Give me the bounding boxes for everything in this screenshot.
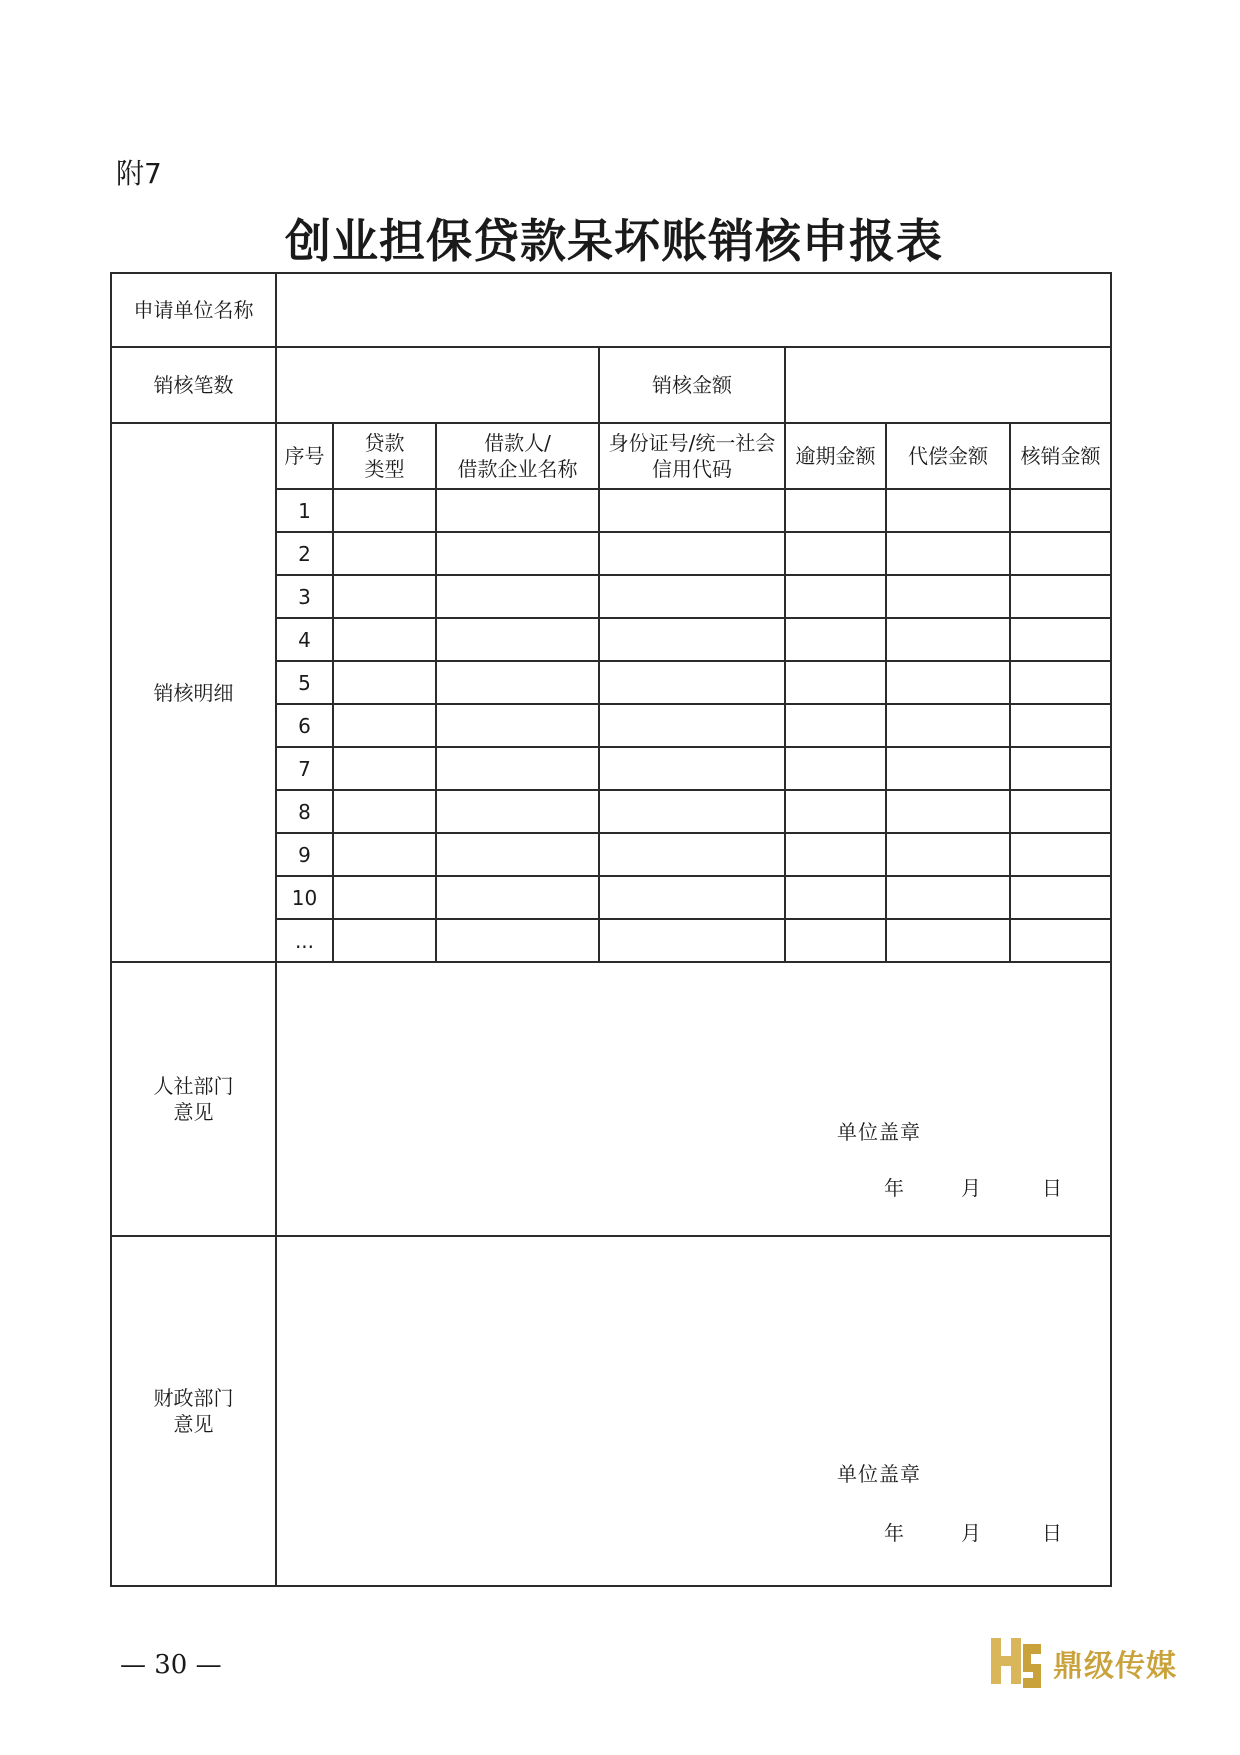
row-seq: 7 [276,747,333,790]
finance-opinion-input-cell[interactable] [276,1236,1111,1586]
detail-header-row [111,423,1111,489]
cell-loan-type[interactable] [333,704,436,747]
cell-borrower[interactable] [436,833,599,876]
cell-writeoff-amount[interactable] [1010,704,1111,747]
cell-borrower[interactable] [436,790,599,833]
cell-borrower[interactable] [436,618,599,661]
page-number: — 30 — [120,1650,222,1680]
cell-borrower[interactable] [436,532,599,575]
col-id-code-line2: 信用代码 [652,457,732,481]
cell-overdue-amount[interactable] [785,618,886,661]
cell-borrower[interactable] [436,661,599,704]
cell-id-code[interactable] [599,618,785,661]
cell-loan-type[interactable] [333,618,436,661]
row-seq: 2 [276,532,333,575]
cell-id-code[interactable] [599,704,785,747]
hr-opinion-label-line2: 意见 [173,1100,214,1124]
cell-compensation-amount[interactable] [886,704,1010,747]
col-loan-type-line1: 贷款 [364,431,405,455]
cell-loan-type[interactable] [333,489,436,532]
row-seq: 6 [276,704,333,747]
hr-opinion-row [111,962,1111,1236]
applicant-row [111,273,1111,347]
cell-borrower[interactable] [436,747,599,790]
row-seq: 9 [276,833,333,876]
col-compensation-amount: 代偿金额 [886,423,1010,489]
watermark-logo [985,1634,1177,1692]
hr-date-year: 年 [884,1176,904,1200]
cell-id-code[interactable] [599,575,785,618]
cell-id-code[interactable] [599,790,785,833]
cell-compensation-amount[interactable] [886,790,1010,833]
hr-seal-label: 单位盖章 [837,1120,921,1144]
col-seq: 序号 [276,423,333,489]
finance-date-year: 年 [884,1521,904,1545]
cell-loan-type[interactable] [333,532,436,575]
cell-overdue-amount[interactable] [785,876,886,919]
hr-opinion-input-cell[interactable] [276,962,1111,1236]
col-writeoff-amount: 核销金额 [1010,423,1111,489]
cell-overdue-amount[interactable] [785,790,886,833]
cell-writeoff-amount[interactable] [1010,790,1111,833]
cell-writeoff-amount[interactable] [1010,661,1111,704]
cell-overdue-amount[interactable] [785,704,886,747]
cell-compensation-amount[interactable] [886,919,1010,962]
cell-overdue-amount[interactable] [785,532,886,575]
page-title: 创业担保贷款呆坏账销核申报表 [285,214,943,268]
cell-overdue-amount[interactable] [785,489,886,532]
row-seq: 4 [276,618,333,661]
row-seq: 3 [276,575,333,618]
cell-overdue-amount[interactable] [785,747,886,790]
cell-writeoff-amount[interactable] [1010,876,1111,919]
col-borrower-line1: 借款人/ [484,431,551,455]
cell-compensation-amount[interactable] [886,489,1010,532]
cell-loan-type[interactable] [333,575,436,618]
logo-text: 鼎级传媒 [1053,1649,1177,1684]
cell-compensation-amount[interactable] [886,833,1010,876]
col-borrower-line2: 借款企业名称 [457,457,578,481]
cell-borrower[interactable] [436,489,599,532]
finance-date-day: 日 [1042,1521,1062,1545]
writeoff-count-input-cell[interactable] [276,347,599,423]
cell-loan-type[interactable] [333,747,436,790]
col-borrower [436,423,599,489]
finance-date-month: 月 [961,1521,981,1545]
finance-seal-label: 单位盖章 [837,1462,921,1486]
cell-loan-type[interactable] [333,833,436,876]
hr-date-month: 月 [961,1176,981,1200]
row-seq: 5 [276,661,333,704]
cell-id-code[interactable] [599,747,785,790]
cell-writeoff-amount[interactable] [1010,833,1111,876]
cell-id-code[interactable] [599,532,785,575]
cell-loan-type[interactable] [333,790,436,833]
detail-label: 销核明细 [111,423,276,962]
applicant-label: 申请单位名称 [111,273,276,347]
applicant-input-cell[interactable] [276,273,1111,347]
cell-borrower[interactable] [436,575,599,618]
cell-id-code[interactable] [599,489,785,532]
cell-loan-type[interactable] [333,661,436,704]
cell-id-code[interactable] [599,661,785,704]
writeoff-amount-label: 销核金额 [599,347,785,423]
hr-date-day: 日 [1042,1176,1062,1200]
cell-id-code[interactable] [599,919,785,962]
hr-opinion-label [111,962,276,1236]
cell-compensation-amount[interactable] [886,876,1010,919]
col-id-code-line1: 身份证号/统一社会 [608,431,776,455]
cell-writeoff-amount[interactable] [1010,747,1111,790]
cell-id-code[interactable] [599,876,785,919]
cell-id-code[interactable] [599,833,785,876]
cell-compensation-amount[interactable] [886,532,1010,575]
cell-writeoff-amount[interactable] [1010,618,1111,661]
row-seq: 1 [276,489,333,532]
cell-overdue-amount[interactable] [785,575,886,618]
finance-opinion-label-line1: 财政部门 [153,1386,234,1410]
cell-writeoff-amount[interactable] [1010,575,1111,618]
writeoff-summary-row [111,347,1111,423]
cell-overdue-amount[interactable] [785,661,886,704]
cell-borrower[interactable] [436,876,599,919]
cell-compensation-amount[interactable] [886,575,1010,618]
cell-compensation-amount[interactable] [886,618,1010,661]
col-id-code [599,423,785,489]
writeoff-amount-input-cell[interactable] [785,347,1111,423]
finance-opinion-row [111,1236,1111,1586]
finance-opinion-label-line2: 意见 [173,1412,214,1436]
cell-compensation-amount[interactable] [886,747,1010,790]
cell-loan-type[interactable] [333,919,436,962]
writeoff-form-table [110,272,1112,1587]
col-loan-type-line2: 类型 [364,457,405,481]
hr-opinion-label-line1: 人社部门 [153,1074,234,1098]
attachment-label: 附7 [116,157,162,190]
cell-writeoff-amount[interactable] [1010,532,1111,575]
cell-compensation-amount[interactable] [886,661,1010,704]
cell-borrower[interactable] [436,704,599,747]
col-overdue-amount: 逾期金额 [785,423,886,489]
cell-borrower[interactable] [436,919,599,962]
logo-mark-icon [985,1634,1047,1692]
row-seq: ... [276,919,333,962]
cell-writeoff-amount[interactable] [1010,919,1111,962]
cell-loan-type[interactable] [333,876,436,919]
col-loan-type [333,423,436,489]
finance-opinion-label [111,1236,276,1586]
cell-overdue-amount[interactable] [785,833,886,876]
cell-overdue-amount[interactable] [785,919,886,962]
row-seq: 8 [276,790,333,833]
cell-writeoff-amount[interactable] [1010,489,1111,532]
writeoff-count-label: 销核笔数 [111,347,276,423]
row-seq: 10 [276,876,333,919]
